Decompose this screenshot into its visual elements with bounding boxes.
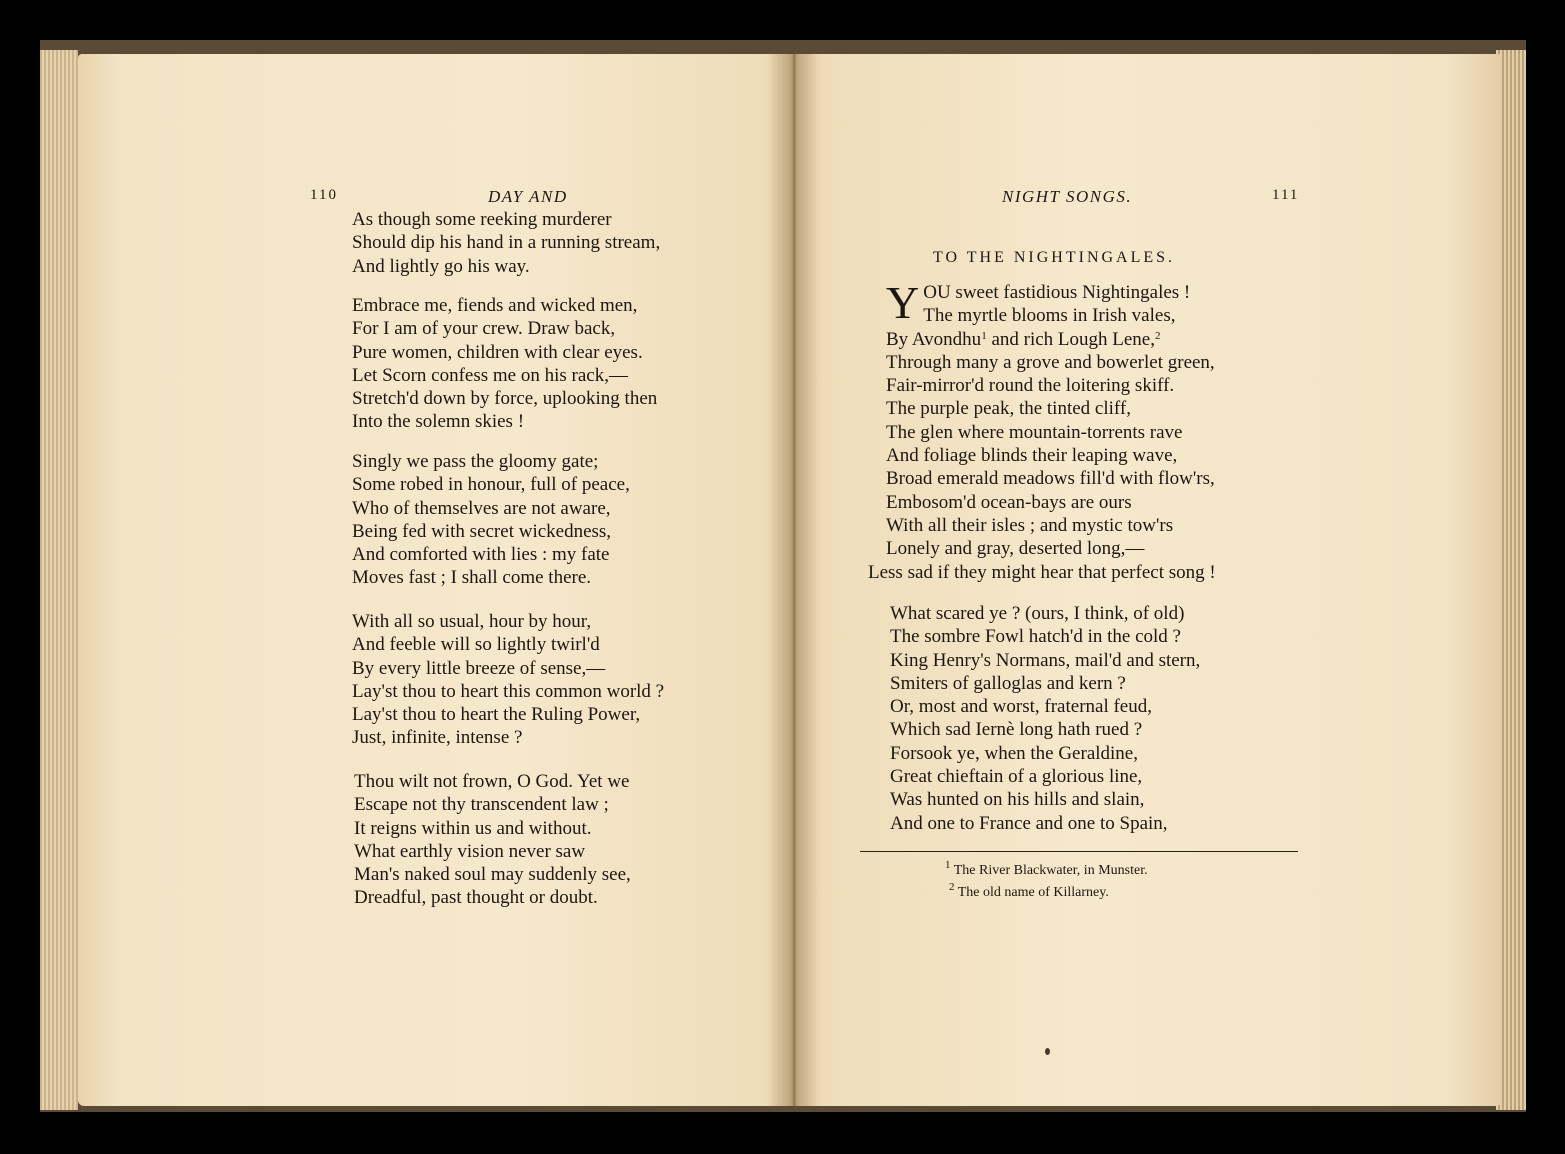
left-stanza-5 — [354, 770, 631, 910]
verse-line: Through many a grove and bowerlet green, — [886, 351, 1215, 373]
right-folio: 111 — [1272, 187, 1300, 203]
verse-line: OU sweet fastidious Nightingales ! — [923, 282, 1191, 303]
drop-cap: Y — [886, 277, 920, 328]
verse-line: As though some reeking murderer — [352, 209, 612, 230]
verse-line: The purple peak, the tinted cliff, — [886, 398, 1131, 420]
footnote-text: The River Blackwater, in Munster. — [950, 863, 1148, 878]
verse-line: Just, infinite, intense ? — [352, 727, 523, 749]
right-stanza-1 — [868, 277, 1306, 584]
verse-line: Broad emerald meadows fill'd with flow'rs, — [886, 468, 1215, 490]
verse-line: The sombre Fowl hatch'd in the cold ? — [890, 626, 1181, 648]
verse-line: The glen where mountain-torrents rave — [886, 421, 1183, 443]
right-running-head: NIGHT SONGS. — [1002, 187, 1133, 206]
left-running-head: DAY AND — [488, 187, 568, 206]
verse-line: For I am of your crew. Draw back, — [352, 318, 616, 340]
verse-line: Thou wilt not frown, O God. Yet we — [354, 771, 630, 792]
verse-line: And one to France and one to Spain, — [890, 812, 1168, 834]
book — [40, 40, 1526, 1112]
left-stanza-3 — [352, 450, 630, 590]
footnote-ref: 1 — [981, 329, 987, 342]
right-page — [790, 54, 1502, 1106]
verse-line: Or, most and worst, fraternal feud, — [890, 696, 1152, 718]
footnote-mark: 1 — [945, 859, 951, 871]
verse-line: Let Scorn confess me on his rack,— — [352, 364, 628, 386]
verse-line: Embrace me, fiends and wicked men, — [352, 295, 638, 316]
verse-line: Great chieftain of a glorious line, — [890, 766, 1143, 788]
verse-line: Fair-mirror'd round the loitering skiff. — [886, 375, 1175, 397]
poem-title: TO THE NIGHTINGALES. — [933, 249, 1176, 266]
verse-line: Pure women, children with clear eyes. — [352, 341, 643, 363]
verse-line: Embosom'd ocean-bays are ours — [886, 491, 1132, 513]
verse-line: Was hunted on his hills and slain, — [890, 789, 1145, 811]
verse-line: And comforted with lies : my fate — [352, 544, 610, 566]
verse-line: Man's naked soul may suddenly see, — [354, 864, 631, 886]
footnote-rule — [860, 851, 1298, 852]
verse-line: Being fed with secret wickedness, — [352, 520, 612, 542]
verse-line: Lay'st thou to heart the Ruling Power, — [352, 704, 641, 726]
page-edges-left — [40, 50, 78, 1110]
verse-line: It reigns within us and without. — [354, 817, 592, 839]
verse-line: Who of themselves are not aware, — [352, 497, 611, 519]
left-stanza-1 — [352, 208, 660, 278]
verse-line: Forsook ye, when the Geraldine, — [890, 742, 1138, 764]
verse-line: Dreadful, past thought or doubt. — [354, 887, 598, 909]
verse-line: With all so usual, hour by hour, — [352, 611, 592, 632]
verse-line: And lightly go his way. — [352, 255, 530, 277]
verse-line: Some robed in honour, full of peace, — [352, 474, 630, 496]
verse-line: Stretch'd down by force, uplooking then — [352, 388, 658, 410]
left-stanza-4 — [352, 610, 664, 750]
verse-line: Into the solemn skies ! — [352, 411, 525, 433]
verse-text: and rich Lough Lene, — [986, 328, 1155, 350]
verse-line: Less sad if they might hear that perfect song ! — [868, 561, 1216, 583]
verse-line: Which sad Iernè long hath rued ? — [890, 719, 1143, 741]
paper-spot — [1045, 1048, 1050, 1055]
verse-text: By Avondhu — [886, 328, 982, 350]
right-stanza-2 — [890, 602, 1200, 835]
verse-line: Smiters of galloglas and kern ? — [890, 672, 1126, 694]
verse-line: King Henry's Normans, mail'd and stern, — [890, 649, 1201, 671]
verse-line: What earthly vision never saw — [354, 840, 586, 862]
footnote-text: The old name of Killarney. — [954, 885, 1109, 900]
footnote — [945, 860, 1148, 882]
verse-line: With all their isles ; and mystic tow'rs — [886, 514, 1174, 536]
verse-line: And foliage blinds their leaping wave, — [886, 445, 1178, 467]
verse-line: Escape not thy transcendent law ; — [354, 794, 609, 816]
verse-line: Lonely and gray, deserted long,— — [886, 538, 1145, 560]
book-gutter — [768, 54, 818, 1106]
verse-line: Moves fast ; I shall come there. — [352, 567, 592, 589]
verse-line: The myrtle blooms in Irish vales, — [923, 305, 1176, 327]
verse-line: By every little breeze of sense,— — [352, 657, 606, 679]
verse-line — [886, 328, 1306, 351]
verse-line: Singly we pass the gloomy gate; — [352, 451, 599, 472]
left-stanza-2 — [352, 294, 657, 434]
footnote-mark: 2 — [949, 881, 955, 893]
footnote — [945, 882, 1148, 904]
verse-line: And feeble will so lightly twirl'd — [352, 634, 600, 656]
verse-line: What scared ye ? (ours, I think, of old) — [890, 603, 1185, 624]
verse-line: Lay'st thou to heart this common world ? — [352, 680, 665, 702]
left-folio: 110 — [310, 187, 338, 203]
left-page — [78, 54, 806, 1106]
footnotes — [945, 860, 1148, 904]
footnote-ref: 2 — [1155, 329, 1161, 342]
verse-line: Should dip his hand in a running stream, — [352, 232, 661, 254]
